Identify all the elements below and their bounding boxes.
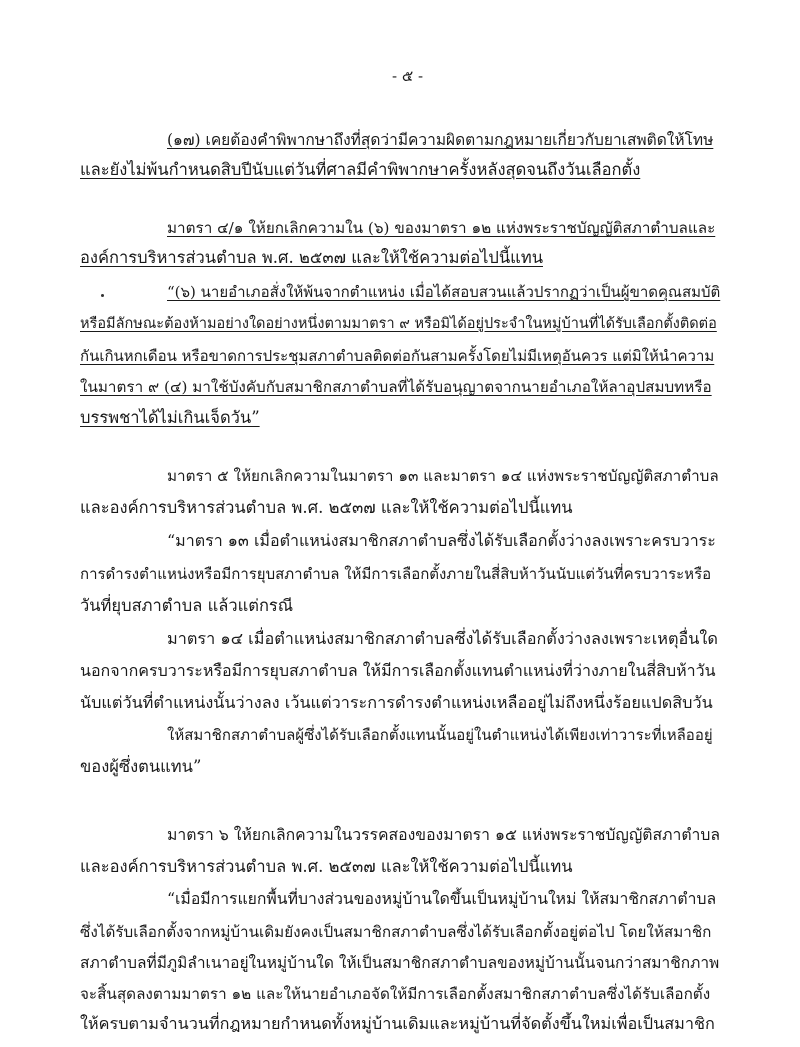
paragraph-line: นอกจากครบวาระหรือมีการยุบสภาตำบล ให้มีการเลือกตั้งแทนตำแหน่งที่ว่างภายในสี่สิบห้าวัน [80,661,716,680]
paragraph-line: มาตรา ๖ ให้ยกเลิกความในวรรคสองของมาตรา ๑๕ แห่งพระราชบัญญัติสภาตำบล [167,825,721,844]
paragraph-line: สภาตำบลที่มีภูมิลำเนาอยู่ในหมู่บ้านใด ให้เป็นสมาชิกสภาตำบลของหมู่บ้านนั้นจนกว่าสมาชิกภาพ [80,954,720,972]
paragraph-line: “(๖) นายอำเภอสั่งให้พ้นจากตำแหน่ง เมื่อได้สอบสวนแล้วปรากฏว่าเป็นผู้ขาดคุณสมบัติ [167,283,721,301]
paragraph-line: กันเกินหกเดือน หรือขาดการประชุมสภาตำบลติดต่อกันสามครั้งโดยไม่มีเหตุอันควร แต่มิให้นำความ [80,347,715,365]
paragraph-line: ให้สมาชิกสภาตำบลผู้ซึ่งได้รับเลือกตั้งแทนนั้นอยู่ในตำแหน่งได้เพียงเท่าวาระที่เหลืออยู่ [167,726,713,744]
paragraph-line: มาตรา ๕ ให้ยกเลิกความในมาตรา ๑๓ และมาตรา ๑๔ แห่งพระราชบัญญัติสภาตำบล [167,467,719,485]
paragraph-line: และยังไม่พ้นกำหนดสิบปีนับแต่วันที่ศาลมีคำพิพากษาครั้งหลังสุดจนถึงวันเลือกตั้ง [80,160,641,179]
stray-mark [101,294,104,297]
paragraph-line: การดำรงตำแหน่งหรือมีการยุบสภาตำบล ให้มีการเลือกตั้งภายในสี่สิบห้าวันนับแต่วันที่ครบวาระหรือ [80,565,712,583]
paragraph-line: (๑๗) เคยต้องคำพิพากษาถึงที่สุดว่ามีความผิดตามกฎหมายเกี่ยวกับยาเสพติดให้โทษ [167,131,714,149]
paragraph-line: วันที่ยุบสภาตำบล แล้วแต่กรณี [80,596,294,615]
paragraph-line: “เมื่อมีการแยกพื้นที่บางส่วนของหมู่บ้านใดขึ้นเป็นหมู่บ้านใหม่ ให้สมาชิกสภาตำบล [167,889,717,908]
paragraph-line: “มาตรา ๑๓ เมื่อตำแหน่งสมาชิกสภาตำบลซึ่งได้รับเลือกตั้งว่างลงเพราะครบวาระ [167,531,716,550]
paragraph-line: บรรพชาได้ไม่เกินเจ็ดวัน” [80,408,260,427]
paragraph-line: นับแต่วันที่ตำแหน่งนั้นว่างลง เว้นแต่วาระการดำรงตำแหน่งเหลืออยู่ไม่ถึงหนึ่งร้อยแปดสิบวัน [80,693,713,712]
paragraph-line: ให้ครบตามจำนวนที่กฎหมายกำหนดทั้งหมู่บ้านเดิมและหมู่บ้านที่จัดตั้งขึ้นใหม่เพื่อเป็นสมาชิก [80,1014,715,1033]
paragraph-line: ซึ่งได้รับเลือกตั้งจากหมู่บ้านเดิมยังคงเป็นสมาชิกสภาตำบลซึ่งได้รับเลือกตั้งอยู่ต่อไป โดยให้สมาชิก [80,923,712,941]
page-number: - ๕ - [392,67,424,85]
paragraph-line: มาตรา ๔/๑ ให้ยกเลิกความใน (๖) ของมาตรา ๑๒ แห่งพระราชบัญญัติสภาตำบลและ [167,219,716,237]
paragraph-line: และองค์การบริหารส่วนตำบล พ.ศ. ๒๕๓๗ และให้ใช้ความต่อไปนี้แทน [80,857,573,876]
paragraph-line: องค์การบริหารส่วนตำบล พ.ศ. ๒๕๓๗ และให้ใช้ความต่อไปนี้แทน [80,248,543,267]
paragraph-line: ในมาตรา ๙ (๔) มาใช้บังคับกับสมาชิกสภาตำบลที่ได้รับอนุญาตจากนายอำเภอให้ลาอุปสมบทหรือ [80,378,712,396]
paragraph-line: หรือมีลักษณะต้องห้ามอย่างใดอย่างหนึ่งตามมาตรา ๙ หรือมิได้อยู่ประจำในหมู่บ้านที่ได้รับเลือกตั้งติดต่อ [80,316,717,332]
paragraph-line: และองค์การบริหารส่วนตำบล พ.ศ. ๒๕๓๗ และให้ใช้ความต่อไปนี้แทน [80,498,573,517]
paragraph-line: จะสิ้นสุดลงตามมาตรา ๑๒ และให้นายอำเภอจัดให้มีการเลือกตั้งสมาชิกสภาตำบลซึ่งได้รับเลือกตั้ง [80,985,711,1003]
paragraph-line: ของผู้ซึ่งตนแทน” [80,757,202,776]
paragraph-line: มาตรา ๑๔ เมื่อตำแหน่งสมาชิกสภาตำบลซึ่งได้รับเลือกตั้งว่างลงเพราะเหตุอื่นใด [167,629,718,648]
